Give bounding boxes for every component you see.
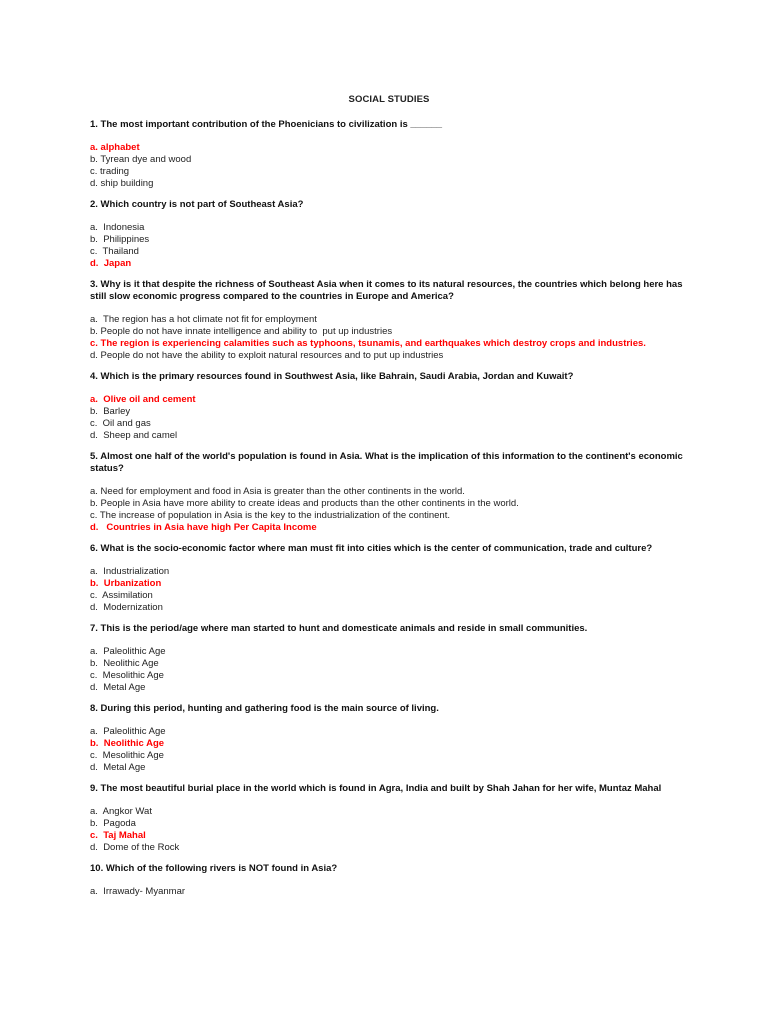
page-title: SOCIAL STUDIES: [348, 94, 430, 105]
answer-option: c. Mesolithic Age: [90, 750, 164, 761]
options-list: [90, 806, 688, 854]
answer-option: a. Industrialization: [90, 566, 170, 577]
question-2: 2. Which country is not part of Southeast Asia?: [90, 199, 304, 210]
question-6: 6. What is the socio-economic factor where man must fit into cities which is the center of communication, trade and culture?: [90, 543, 653, 554]
correct-answer-option: c. Taj Mahal: [90, 830, 146, 841]
correct-answer-option: c. The region is experiencing calamities such as typhoons, tsunamis, and earthquakes which destroy crops and industries.: [90, 338, 646, 349]
answer-option: a. The region has a hot climate not fit for employment: [90, 314, 317, 325]
answer-option: a. Indonesia: [90, 222, 145, 233]
question-10: 10. Which of the following rivers is NOT found in Asia?: [90, 863, 338, 874]
answer-option: a. Need for employment and food in Asia is greater than the other continents in the world.: [90, 486, 465, 497]
answer-option: a. Angkor Wat: [90, 806, 152, 817]
question-7: 7. This is the period/age where man started to hunt and domesticate animals and reside in small communities.: [90, 623, 588, 634]
options-list: [90, 142, 688, 190]
answer-option: c. Assimilation: [90, 590, 153, 601]
question-1: 1. The most important contribution of the Phoenicians to civilization is ______: [90, 119, 443, 130]
answer-option: a. Paleolithic Age: [90, 646, 166, 657]
answer-option: b. Barley: [90, 406, 131, 417]
correct-answer-option: d. Japan: [90, 258, 132, 269]
quiz-body: [90, 119, 688, 898]
answer-option: d. Dome of the Rock: [90, 842, 180, 853]
correct-answer-option: b. Urbanization: [90, 578, 162, 589]
options-list: [90, 726, 688, 774]
answer-option: d. Sheep and camel: [90, 430, 178, 441]
answer-option: d. Metal Age: [90, 762, 146, 773]
options-list: [90, 222, 688, 270]
answer-option: d. Modernization: [90, 602, 163, 613]
options-list: [90, 486, 688, 534]
answer-option: c. Oil and gas: [90, 418, 151, 429]
answer-option: c. Thailand: [90, 246, 139, 257]
question-3: 3. Why is it that despite the richness of Southeast Asia when it comes to its natural resources, the countries which belong here has still slow economic progress compared to the countries in Europe and America?: [90, 279, 683, 302]
answer-option: d. People do not have the ability to exploit natural resources and to put up industries: [90, 350, 444, 361]
answer-option: b. Philippines: [90, 234, 150, 245]
question-4: 4. Which is the primary resources found in Southwest Asia, like Bahrain, Saudi Arabia, Jordan and Kuwait?: [90, 371, 574, 382]
options-list: [90, 886, 688, 898]
options-list: [90, 394, 688, 442]
answer-option: b. People do not have innate intelligence and ability to put up industries: [90, 326, 393, 337]
question-9: 9. The most beautiful burial place in the world which is found in Agra, India and built by Shah Jahan for her wife, Muntaz Mahal: [90, 783, 662, 794]
correct-answer-option: b. Neolithic Age: [90, 738, 165, 749]
question-5: 5. Almost one half of the world's population is found in Asia. What is the implication of this information to the continent's economic status?: [90, 451, 683, 474]
question-8: 8. During this period, hunting and gathering food is the main source of living.: [90, 703, 439, 714]
answer-option: d. Metal Age: [90, 682, 146, 693]
answer-option: b. People in Asia have more ability to create ideas and products than the other continents in the world.: [90, 498, 519, 509]
correct-answer-option: a. alphabet: [90, 142, 140, 153]
options-list: [90, 566, 688, 614]
options-list: [90, 646, 688, 694]
answer-option: b. Pagoda: [90, 818, 136, 829]
answer-option: a. Paleolithic Age: [90, 726, 166, 737]
answer-option: d. ship building: [90, 178, 154, 189]
options-list: [90, 314, 688, 362]
correct-answer-option: d. Countries in Asia have high Per Capita Income: [90, 522, 317, 533]
correct-answer-option: a. Olive oil and cement: [90, 394, 196, 405]
answer-option: b. Neolithic Age: [90, 658, 159, 669]
answer-option: c. trading: [90, 166, 130, 177]
answer-option: c. The increase of population in Asia is the key to the industrialization of the continent.: [90, 510, 450, 521]
answer-option: b. Tyrean dye and wood: [90, 154, 192, 165]
answer-option: a. Irrawady- Myanmar: [90, 886, 186, 897]
answer-option: c. Mesolithic Age: [90, 670, 164, 681]
